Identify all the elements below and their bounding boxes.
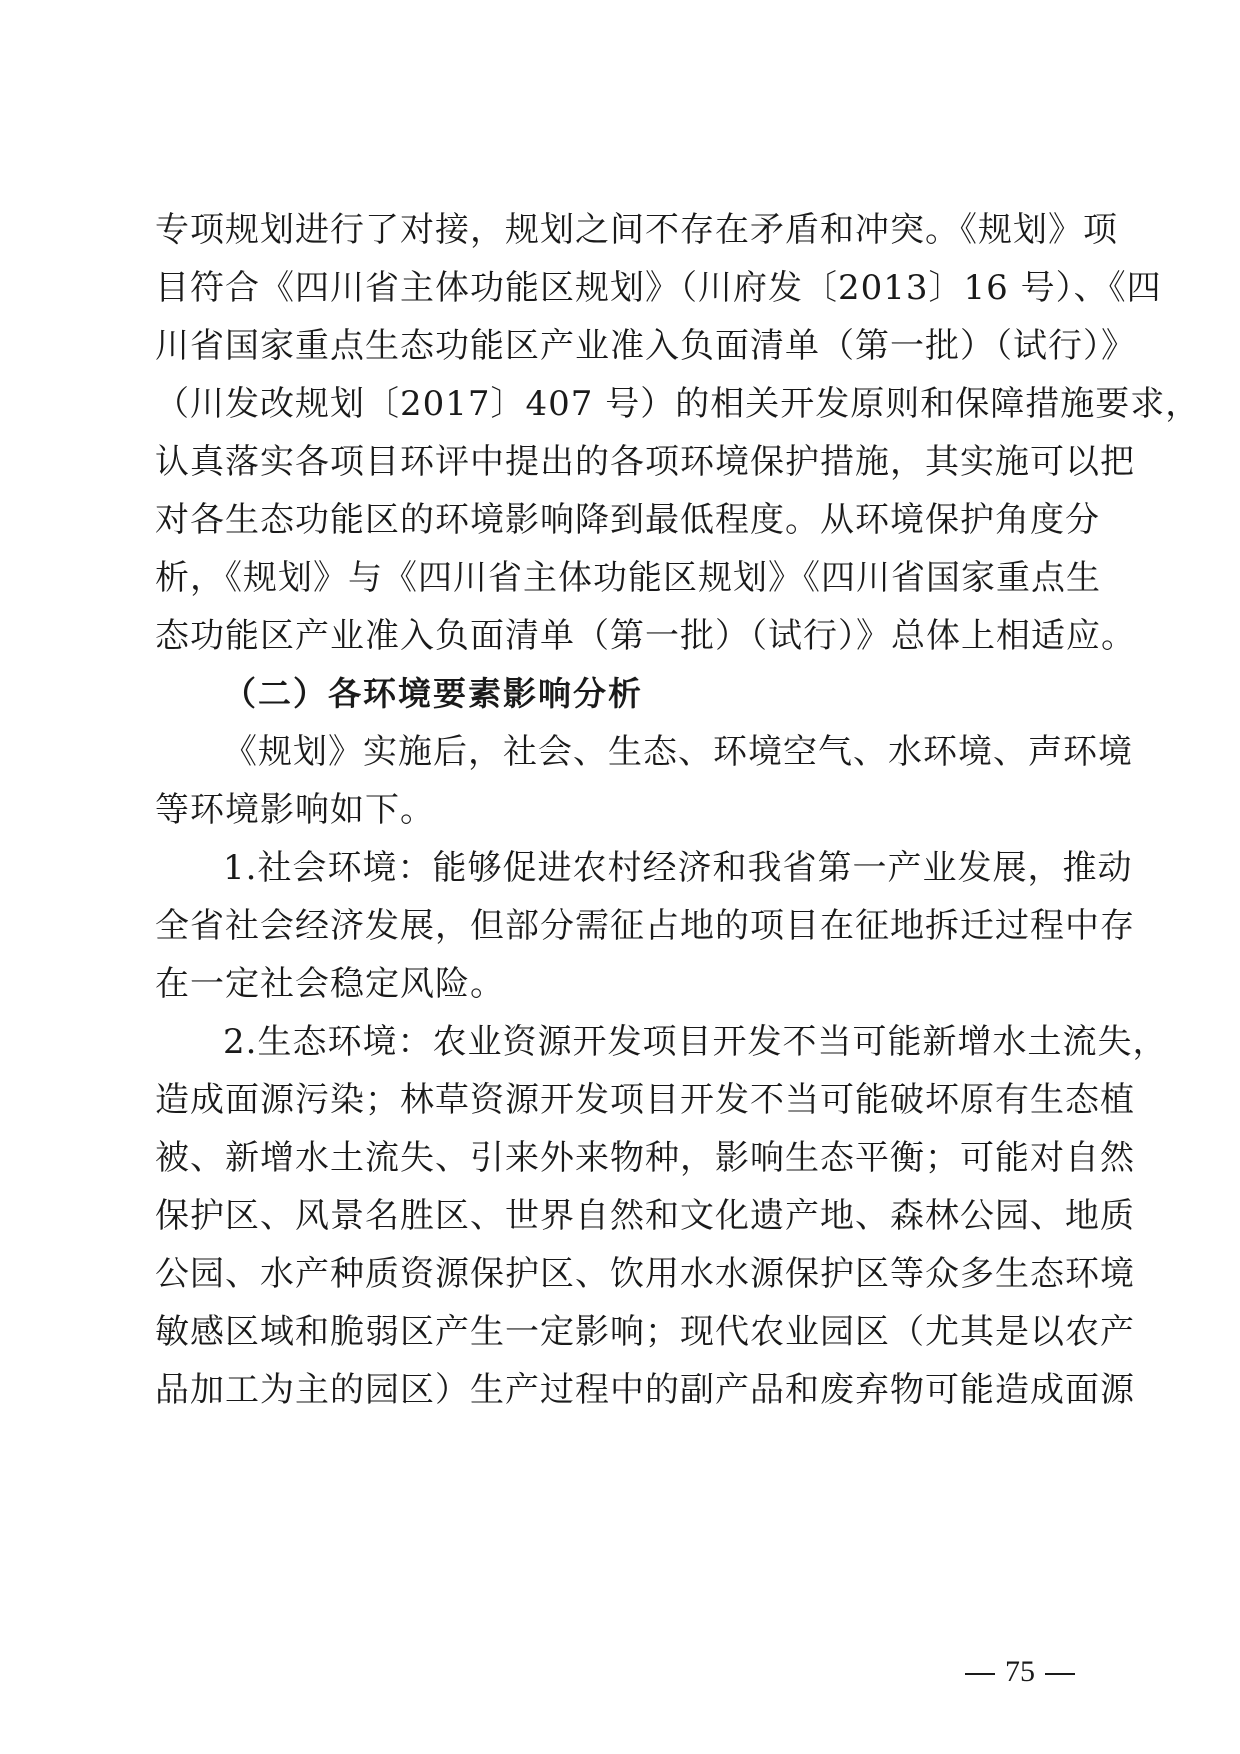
body-line: 被、新增水土流失、引来外来物种，影响生态平衡；可能对自然 (155, 1138, 1135, 1178)
body-line: 2.生态环境：农业资源开发项目开发不当可能新增水土流失， (223, 1022, 1168, 1062)
body-line: 保护区、风景名胜区、世界自然和文化遗产地、森林公园、地质 (155, 1196, 1135, 1236)
body-line: 敏感区域和脆弱区产生一定影响；现代农业园区（尤其是以农产 (155, 1312, 1135, 1352)
body-line: 等环境影响如下。 (155, 790, 435, 830)
body-line: 专项规划进行了对接，规划之间不存在矛盾和冲突。《规划》项 (155, 210, 1118, 250)
body-line: 认真落实各项目环评中提出的各项环境保护措施，其实施可以把 (155, 442, 1135, 482)
body-line: 对各生态功能区的环境影响降到最低程度。从环境保护角度分 (155, 500, 1100, 540)
section-heading: （二）各环境要素影响分析 (223, 674, 643, 713)
body-line: 品加工为主的园区）生产过程中的副产品和废弃物可能造成面源 (155, 1370, 1135, 1410)
body-line: 目符合《四川省主体功能区规划》（川府发〔2013〕16 号）、《四 (155, 268, 1162, 308)
footer-dash-left (965, 1673, 995, 1675)
page-number-footer (955, 1652, 1085, 1692)
page-number: 75 (1005, 1655, 1035, 1688)
body-line: 1.社会环境：能够促进农村经济和我省第一产业发展，推动 (223, 848, 1133, 888)
body-line: 川省国家重点生态功能区产业准入负面清单（第一批）（试行）》 (155, 326, 1136, 366)
body-line: 《规划》实施后，社会、生态、环境空气、水环境、声环境 (223, 732, 1133, 772)
body-line: 态功能区产业准入负面清单（第一批）（试行）》总体上相适应。 (155, 616, 1136, 656)
body-line: （川发改规划〔2017〕407 号）的相关开发原则和保障措施要求， (155, 384, 1201, 424)
body-line: 造成面源污染；林草资源开发项目开发不当可能破坏原有生态植 (155, 1080, 1135, 1120)
body-line: 全省社会经济发展，但部分需征占地的项目在征地拆迁过程中存 (155, 906, 1135, 946)
body-line: 析，《规划》与《四川省主体功能区规划》《四川省国家重点生 (155, 558, 1101, 598)
footer-dash-right (1045, 1673, 1075, 1675)
body-line: 公园、水产种质资源保护区、饮用水水源保护区等众多生态环境 (155, 1254, 1135, 1294)
body-line: 在一定社会稳定风险。 (155, 964, 505, 1004)
